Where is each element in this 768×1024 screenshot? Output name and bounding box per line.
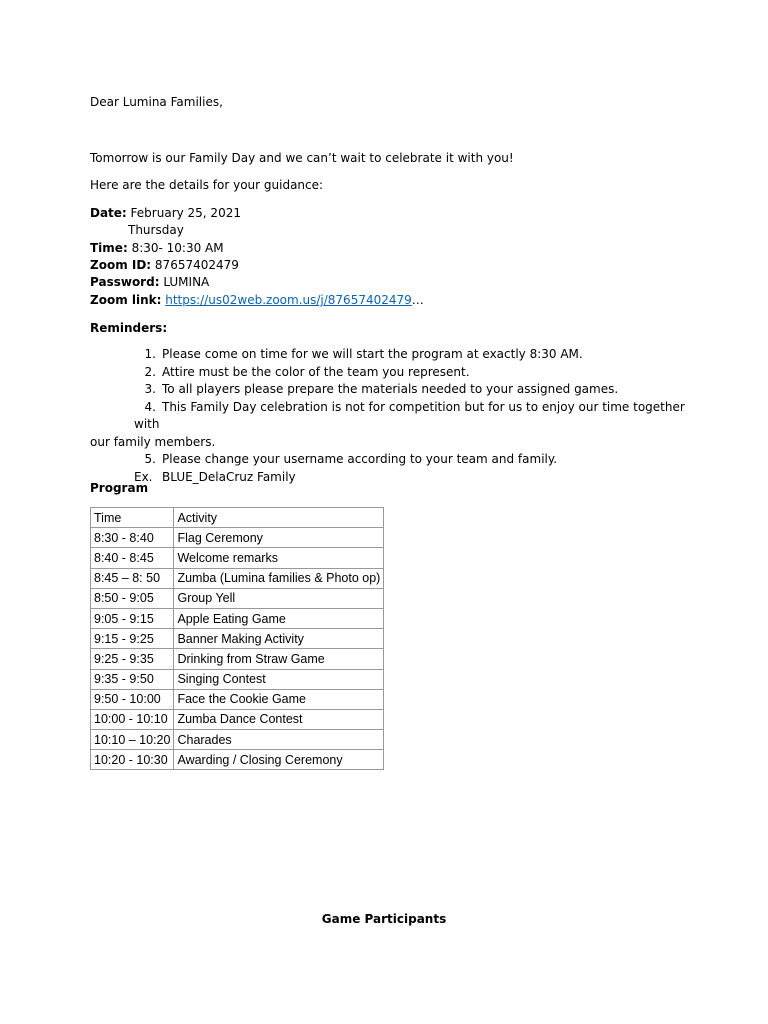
time-value: 8:30- 10:30 AM: [127, 241, 224, 255]
reminder-item-1: 1. Please come on time for we will start the program at exactly 8:30 AM.: [144, 347, 583, 361]
zoom-id-value: 87657402479: [151, 258, 239, 272]
zoom-link-line: [90, 292, 424, 309]
date-line: [90, 205, 241, 222]
date-value: February 25, 2021: [126, 206, 241, 220]
activity-cell: Zumba Dance Contest: [174, 709, 384, 729]
reminder-item-2: 2. Attire must be the color of the team you represent.: [144, 364, 470, 379]
activity-cell: Welcome remarks: [174, 548, 384, 568]
activity-cell: Flag Ceremony: [174, 528, 384, 548]
table-row: [91, 588, 384, 608]
time-cell: 9:50 - 10:00: [91, 689, 174, 709]
zoom-link[interactable]: https://us02web.zoom.us/j/87657402479: [165, 293, 412, 307]
reminders-list: [90, 346, 690, 486]
intro-text: Tomorrow is our Family Day and we can’t wait to celebrate it with you!: [90, 151, 514, 165]
time-cell: 10:20 - 10:30: [91, 750, 174, 770]
table-row: [91, 669, 384, 689]
table-row: [91, 709, 384, 729]
table-header-row: [91, 508, 384, 528]
table-row: [91, 548, 384, 568]
time-line: [90, 240, 224, 257]
date-label: Date:: [90, 206, 127, 220]
activity-cell: Awarding / Closing Ceremony: [174, 750, 384, 770]
activity-cell: Face the Cookie Game: [174, 689, 384, 709]
activity-cell: Banner Making Activity: [174, 629, 384, 649]
time-cell: 9:15 - 9:25: [91, 629, 174, 649]
activity-cell: Charades: [174, 730, 384, 750]
table-row: [91, 568, 384, 588]
password-label: Password:: [90, 275, 160, 289]
time-cell: 9:35 - 9:50: [91, 669, 174, 689]
game-participants-heading: Game Participants: [321, 912, 447, 926]
reminder-example: Ex. BLUE_DelaCruz Family: [134, 469, 296, 484]
activity-cell: Apple Eating Game: [174, 608, 384, 628]
time-label: Time:: [90, 241, 128, 255]
time-cell: 8:40 - 8:45: [91, 548, 174, 568]
activity-cell: Drinking from Straw Game: [174, 649, 384, 669]
zoom-link-ellipsis: …: [411, 293, 424, 307]
time-cell: 8:50 - 9:05: [91, 588, 174, 608]
reminder-item-5: 5. Please change your username according to your team and family.: [144, 452, 558, 466]
table-row: [91, 649, 384, 669]
password-line: [90, 274, 209, 291]
reminder-item-4: 4. This Family Day celebration is not for competition but for us to enjoy our time together with our family members.: [90, 399, 690, 452]
time-cell: 8:45 – 8: 50: [91, 568, 174, 588]
activity-cell: Zumba (Lumina families & Photo op): [174, 568, 384, 588]
table-row: [91, 629, 384, 649]
time-cell: 9:25 - 9:35: [91, 649, 174, 669]
time-cell: 10:10 – 10:20: [91, 730, 174, 750]
header-time: Time: [91, 508, 174, 528]
program-heading: Program: [90, 481, 149, 495]
time-cell: 9:05 - 9:15: [91, 608, 174, 628]
table-row: [91, 689, 384, 709]
zoom-id-line: [90, 257, 239, 274]
time-cell: 8:30 - 8:40: [91, 528, 174, 548]
reminders-heading: Reminders:: [90, 321, 168, 335]
activity-cell: Singing Contest: [174, 669, 384, 689]
activity-cell: Group Yell: [174, 588, 384, 608]
password-value: LUMINA: [159, 275, 210, 289]
day-value: Thursday: [128, 223, 184, 237]
table-row: [91, 608, 384, 628]
table-row: [91, 528, 384, 548]
header-activity: Activity: [174, 508, 384, 528]
guidance-text: Here are the details for your guidance:: [90, 178, 324, 192]
time-cell: 10:00 - 10:10: [91, 709, 174, 729]
reminder-item-4-continued: our family members.: [90, 434, 216, 449]
table-row: [91, 730, 384, 750]
program-table: [90, 507, 384, 770]
reminder-item-3: 3. To all players please prepare the materials needed to your assigned games.: [144, 382, 619, 396]
table-row: [91, 750, 384, 770]
zoom-id-label: Zoom ID:: [90, 258, 152, 272]
greeting: Dear Lumina Families,: [90, 95, 223, 109]
zoom-link-label: Zoom link:: [90, 293, 162, 307]
